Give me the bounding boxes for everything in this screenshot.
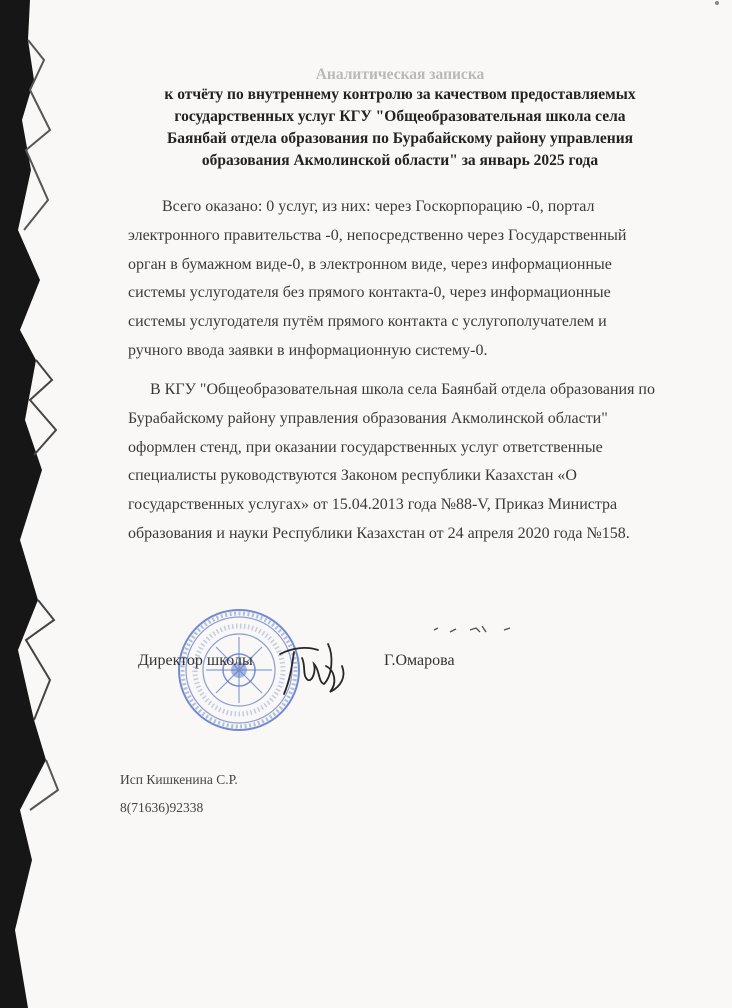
signature-name: Г.Омарова [384, 652, 455, 669]
paragraph-line: ручного ввода заявки в информационную систему-0. [128, 341, 488, 359]
signature-position-label: Директор школы [138, 652, 253, 669]
title-line: к отчёту по внутреннему контролю за качеством предоставляемых [164, 86, 636, 103]
corner-mark [714, 0, 720, 6]
paragraph-line: системы услугодателя без прямого контакта-0, через информационные [128, 284, 611, 302]
paragraph-line: В КГУ "Общеобразовательная школа села Баянбай отдела образования по [150, 381, 655, 398]
paragraph-line: системы услугодателя путём прямого контакта с услугополучателем и [128, 313, 607, 331]
paragraph-line: оформлен стенд, при оказании государственных услуг ответственные [128, 438, 603, 456]
paragraph-line: образования и науки Республики Казахстан от 24 апреля 2020 года №158. [128, 524, 630, 542]
paragraph-line: специалисты руководствуются Законом республики Казахстан «О [128, 467, 577, 485]
document-title [120, 64, 680, 172]
pen-marks [432, 620, 522, 638]
handwritten-signature [272, 636, 352, 698]
title-line: государственных услуг КГУ "Общеобразовательная школа села [174, 108, 626, 125]
paragraph-line: электронного правительства -0, непосредственно через Государственный [128, 226, 627, 244]
title-line: Баянбай отдела образования по Бурабайскому району управления [166, 130, 634, 147]
executor-name: Исп Кишкенина С.Р. [120, 772, 238, 787]
paragraph-line: орган в бумажном виде-0, в электронном виде, через информационные [128, 255, 612, 273]
title-line-faint: Аналитическая записка [315, 66, 485, 83]
paragraph-stand-info [128, 376, 688, 549]
paragraph-line: Бурабайскому району управления образования Акмолинской области" [128, 409, 608, 427]
scan-dark-edge [0, 0, 60, 1008]
title-line: образования Акмолинской области" за январь 2025 года [201, 152, 599, 169]
paragraph-line: Всего оказано: 0 услуг, из них: через Госкорпорацию -0, портал [162, 198, 595, 215]
paragraph-services-summary [128, 193, 688, 366]
paragraph-line: государственных услугах» от 15.04.2013 года №88-V, Приказ Министра [128, 496, 618, 514]
executor-phone: 8(71636)92338 [120, 800, 204, 815]
